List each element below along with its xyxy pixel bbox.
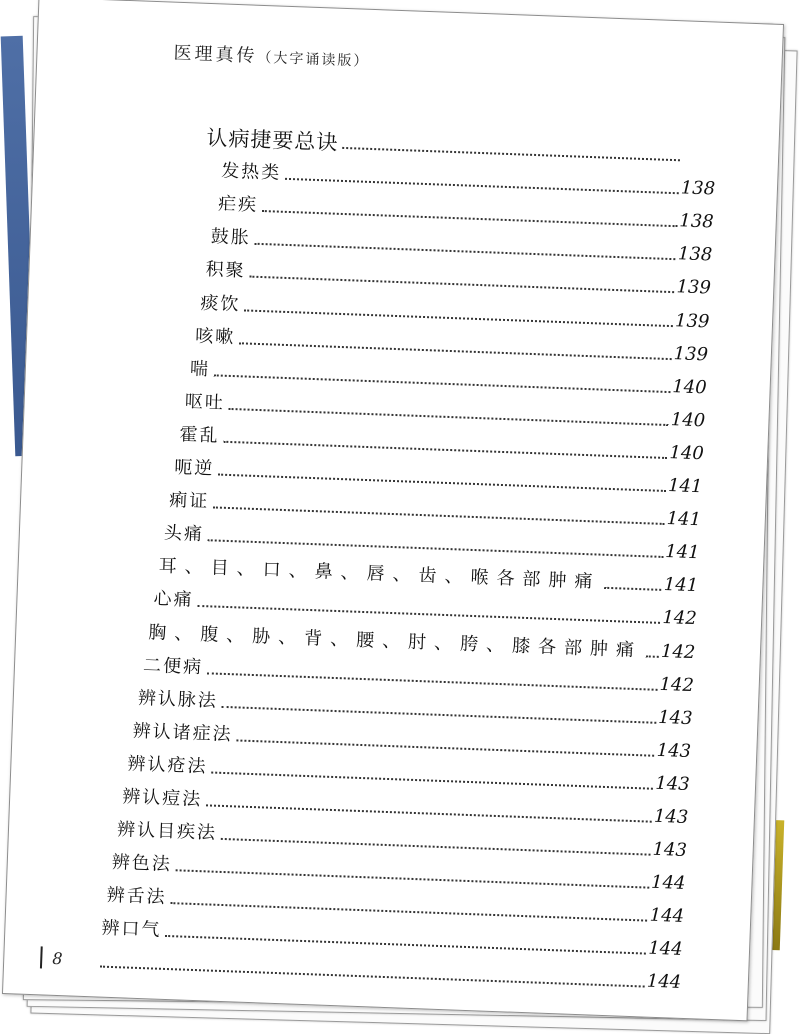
toc-entry-label: 霍乱 <box>179 424 220 447</box>
toc-entry-label: 辨认诸症法 <box>132 720 234 746</box>
toc-entry-page: 143 <box>654 772 691 795</box>
document-page <box>2 0 784 1021</box>
toc-entry-label: 胸、腹、胁、背、腰、肘、胯、膝各部肿痛 <box>147 621 643 661</box>
dot-leader <box>100 966 645 988</box>
toc-entry-page: 144 <box>646 971 682 994</box>
book-title: 医理真传 <box>173 42 258 67</box>
toc-entry-page: 143 <box>657 706 693 729</box>
toc-entry-label: 心痛 <box>153 588 194 612</box>
toc-entry-page: 144 <box>647 938 683 961</box>
toc-entry-page: 139 <box>674 309 710 333</box>
toc-entry-page: 140 <box>671 375 708 399</box>
toc-entry-label: 辨认痘法 <box>121 786 203 811</box>
toc-entry-label: 喘 <box>189 358 211 380</box>
toc-entry-page: 140 <box>669 442 705 465</box>
toc-entry-label: 呕吐 <box>184 391 226 414</box>
toc-entry-page: 142 <box>660 640 696 663</box>
toc-entry-label: 积聚 <box>205 259 246 282</box>
toc-entry-page: 144 <box>649 904 685 928</box>
toc-entry-label: 呃逆 <box>173 456 215 480</box>
toc-entry-label: 辨认脉法 <box>137 687 219 712</box>
toc-entry-page: 142 <box>659 673 695 696</box>
toc-entry-page: 143 <box>652 838 688 862</box>
book-subtitle: （大字诵读版） <box>257 49 370 70</box>
toc-entry-label: 疟疾 <box>217 193 259 217</box>
dot-leader <box>604 587 661 591</box>
toc-entry-page: 141 <box>663 574 699 597</box>
toc-entry-label: 鼓胀 <box>210 226 252 249</box>
toc-entry-page: 142 <box>662 607 698 630</box>
toc-entry-label: 发热类 <box>220 160 282 184</box>
toc-entry-page: 138 <box>677 243 713 266</box>
dot-leader <box>646 655 659 657</box>
toc-entry-label: 痢证 <box>168 489 210 513</box>
toc-entry-page: 141 <box>664 541 700 564</box>
running-header <box>173 39 370 72</box>
toc-entry-page: 139 <box>676 276 712 299</box>
toc-entry-label: 痰饮 <box>200 292 241 315</box>
toc-entry-page: 138 <box>680 177 716 200</box>
footer-rule <box>40 946 43 968</box>
toc-entry-page: 140 <box>670 408 706 432</box>
toc-entry-page: 143 <box>653 805 689 828</box>
toc-entry-page: 141 <box>666 508 702 531</box>
toc-entry-label: 辨色法 <box>111 852 173 876</box>
table-of-contents <box>4 110 779 997</box>
toc-entry-label: 头痛 <box>163 522 205 546</box>
toc-entry-label: 咳嗽 <box>194 325 236 348</box>
toc-entry-page: 138 <box>678 210 715 233</box>
toc-entry-label: 辨认目疾法 <box>116 819 218 844</box>
toc-entry-label: 辨口气 <box>101 917 162 942</box>
toc-entry-label: 辨舌法 <box>106 885 167 909</box>
toc-entry-page: 144 <box>650 871 686 895</box>
toc-entry-label: 辨认疮法 <box>127 753 208 778</box>
toc-entry-page: 143 <box>656 739 692 762</box>
page-number: 8 <box>51 948 63 969</box>
toc-entry-label: 二便病 <box>142 654 204 678</box>
toc-entry-label: 认病捷要总诀 <box>206 126 339 155</box>
toc-entry-page: 139 <box>673 342 709 366</box>
toc-entry-page: 141 <box>667 475 703 498</box>
toc-entry-label: 耳、目、口、鼻、唇、齿、喉各部肿痛 <box>158 555 601 593</box>
page-footer <box>40 946 63 969</box>
